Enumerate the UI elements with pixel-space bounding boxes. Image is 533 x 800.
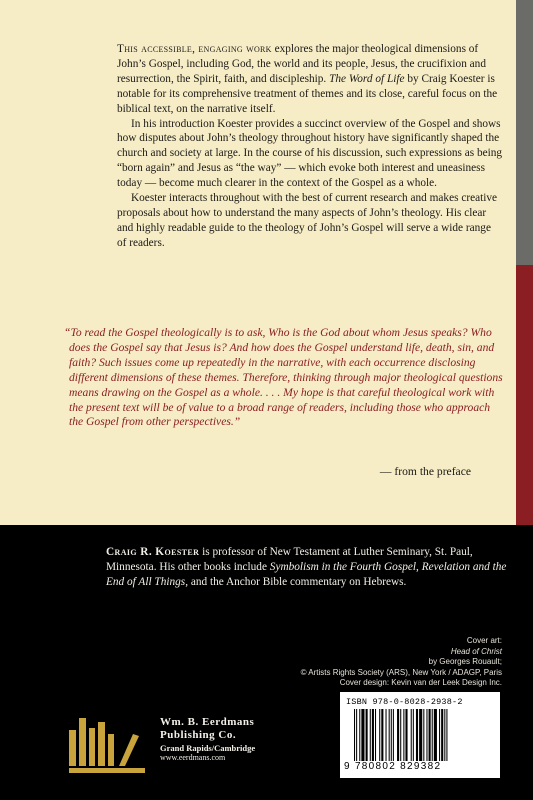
- description-paragraph-3: Koester interacts throughout with the best of current research and makes creative proposals about how to understand the many aspects of John’s theology. His clear and highly readable guide to the theology of John’s Gospel will serve a wide range of readers.: [117, 192, 498, 249]
- credit-art-rest: by Georges Rouault;: [428, 657, 502, 666]
- book-title: The Word of Life: [329, 72, 405, 85]
- author-bio: [106, 545, 516, 590]
- description-text: by Craig Koester is notable for its comprehensive treatment of themes and its close, careful focus on the biblical text, on the narrative itself.: [117, 72, 498, 115]
- cover-credits: [262, 636, 502, 689]
- quote-text: “To read the Gospel theologically is to ask, Who is the God about whom Jesus speaks? Who does the Gospel say that Jesus is? And how does the Gospel understand life, death, sin, and faith? Such issues come up repeatedly in the narrative, with each occurrence disclosing different dimensions of these themes. Therefore, thinking through major theological questions means drawing on the Gospel as a whole. . . . My hope is that careful theological work with the present text will be of value to a broad range of readers, including those who approach the Gospel from other perspectives.”: [64, 326, 503, 429]
- spine-stripe-gray: [516, 0, 533, 265]
- credit-design: Cover design: Kevin van der Leek Design Inc.: [339, 678, 502, 687]
- preface-quote: [64, 326, 504, 430]
- other-book-1: Symbolism in the Fourth Gospel: [269, 561, 417, 573]
- credit-label: Cover art:: [466, 636, 502, 645]
- credit-art-title: Head of Christ: [450, 646, 502, 656]
- isbn-label: ISBN 978-0-8028-2938-2: [346, 697, 463, 707]
- publisher-website: www.eerdmans.com: [160, 753, 226, 762]
- other-book-2: Revelation and the End of All Things: [106, 561, 507, 588]
- bio-separator: ,: [416, 561, 422, 573]
- barcode-icon: [354, 709, 488, 761]
- credit-art: [262, 636, 502, 668]
- publisher-logo-icon: [67, 712, 147, 774]
- publisher-name: [160, 716, 255, 763]
- description-paragraph-2: In his introduction Koester provides a succinct overview of the Gospel and shows how disputes about John’s theology throughout history have significantly shaped the church and society at large. In the course of his discussion, such expressions as being “born again” and Jesus as “the way” — which evoke both interest and uneasiness today — become much clearer in the context of the Gospel as a whole.: [117, 117, 503, 190]
- spine-stripe-red: [516, 265, 533, 525]
- credit-rights: © Artists Rights Society (ARS), New York / ADAGP, Paris: [300, 667, 502, 677]
- bio-text: , and the Anchor Bible commentary on Hebrews.: [185, 576, 407, 588]
- bio-text: is professor of New Testament at Luther Seminary, St. Paul, Minnesota. His other books include: [106, 546, 473, 573]
- author-name: Craig R. Koester: [106, 546, 200, 558]
- quote-attribution: — from the preface: [379, 465, 471, 478]
- barcode-panel: [340, 692, 500, 778]
- publisher-line-2: Publishing Co.: [160, 729, 237, 741]
- publisher-location: Grand Rapids/Cambridge: [160, 743, 256, 753]
- description-text: explores the major theological dimensions of John’s Gospel, including God, the world and its people, Jesus, the crucifixion and resurrection, the Spirit, faith, and discipleship.: [117, 43, 486, 85]
- description-lead: This accessible, engaging work: [117, 43, 272, 55]
- barcode-number: 9 780802 829382: [344, 761, 442, 772]
- description-paragraph-1: [117, 42, 503, 117]
- book-description: [117, 42, 503, 251]
- publisher-line-1: Wm. B. Eerdmans: [160, 716, 255, 728]
